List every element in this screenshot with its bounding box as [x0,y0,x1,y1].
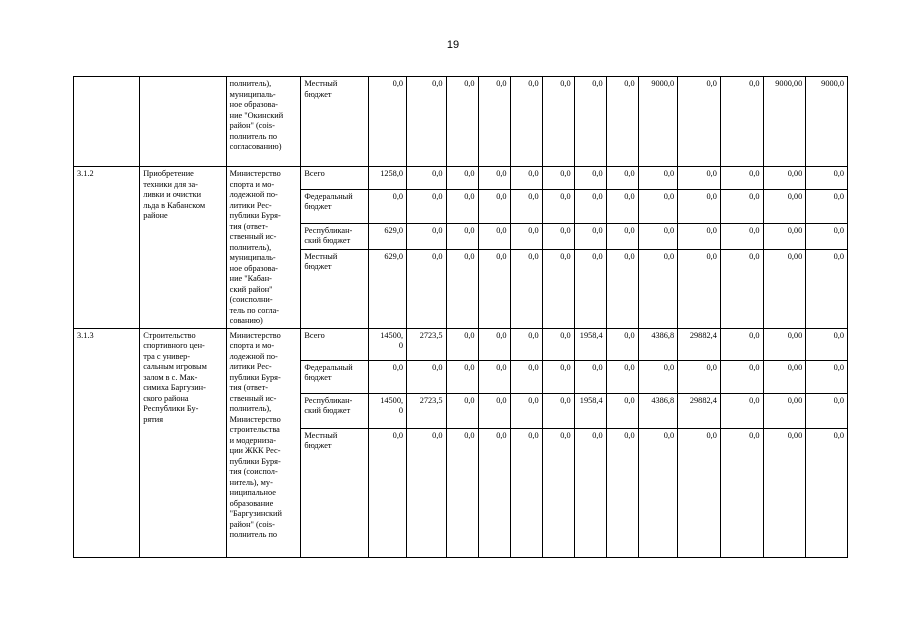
row-name [140,77,226,167]
value-cell: 0,0 [407,167,447,190]
value-cell: 1958,4 [574,328,606,360]
funding-source: Всего [301,167,368,190]
value-cell: 0,0 [678,77,721,167]
value-cell: 29882,4 [678,328,721,360]
page-number: 19 [446,39,460,51]
value-cell: 0,0 [510,189,542,223]
value-cell: 14500, 0 [368,393,406,428]
value-cell: 0,0 [638,249,678,328]
value-cell: 0,0 [478,223,510,249]
value-cell: 0,0 [606,223,638,249]
value-cell: 0,0 [542,360,574,393]
row-name: Строительство спортивного цен- тра с универ- сальным игровым залом в с. Мак- симиха Баргузин- ского района Республики Бу- рятия [140,328,226,557]
value-cell: 0,0 [446,393,478,428]
value-cell: 0,0 [606,189,638,223]
value-cell: 0,0 [542,77,574,167]
value-cell: 0,0 [478,249,510,328]
value-cell: 0,0 [574,360,606,393]
row-executor: полнитель), муниципаль- ное образова- ние "Окинский район" (сois- полнитель по согласованию) [226,77,301,167]
value-cell: 0,0 [678,249,721,328]
value-cell: 0,0 [368,189,406,223]
value-cell: 0,0 [510,360,542,393]
value-cell: 0,0 [806,428,848,557]
funding-source: Местный бюджет [301,77,368,167]
value-cell: 0,00 [763,428,806,557]
value-cell: 0,0 [806,360,848,393]
value-cell: 0,0 [478,189,510,223]
value-cell: 0,0 [368,428,406,557]
funding-source: Местный бюджет [301,249,368,328]
table-row [74,167,848,190]
value-cell: 0,0 [606,77,638,167]
value-cell: 0,0 [574,189,606,223]
row-executor: Министерство спорта и мо- лодежной по- литики Рес- публики Буря- тия (ответ- ственный ис- полнитель), Министерство строительства и модерниза- ции ЖКК Рес- публики Буря- тия (соиспол- нитель), му- ниципальное образование "Баргузинский район" (сois- полнитель по [226,328,301,557]
budget-table [73,76,848,558]
value-cell: 0,0 [478,328,510,360]
value-cell: 0,0 [806,393,848,428]
value-cell: 0,0 [574,428,606,557]
value-cell: 0,0 [407,223,447,249]
value-cell: 2723,5 [407,393,447,428]
table-row [74,328,848,360]
value-cell: 0,0 [720,189,763,223]
row-code: 3.1.3 [74,328,140,557]
funding-source: Всего [301,328,368,360]
value-cell: 0,0 [720,393,763,428]
value-cell: 0,0 [368,77,406,167]
value-cell: 0,0 [678,223,721,249]
value-cell: 0,0 [806,189,848,223]
value-cell: 0,0 [678,167,721,190]
value-cell: 0,0 [446,189,478,223]
funding-source: Республикан- ский бюджет [301,393,368,428]
value-cell: 29882,4 [678,393,721,428]
value-cell: 0,0 [574,249,606,328]
value-cell: 0,0 [574,167,606,190]
value-cell: 629,0 [368,249,406,328]
value-cell: 14500, 0 [368,328,406,360]
value-cell: 0,0 [806,328,848,360]
value-cell: 0,0 [542,189,574,223]
value-cell: 0,00 [763,167,806,190]
value-cell: 0,0 [542,223,574,249]
value-cell: 0,0 [574,223,606,249]
value-cell: 0,0 [407,189,447,223]
value-cell: 629,0 [368,223,406,249]
value-cell: 0,0 [606,428,638,557]
value-cell: 0,0 [678,428,721,557]
value-cell: 0,0 [678,189,721,223]
row-name: Приобретение техники для за- ливки и очистки льда в Кабанском районе [140,167,226,329]
row-executor: Министерство спорта и мо- лодежной по- литики Рес- публики Буря- тия (ответ- ственный ис- полнитель), муниципаль- ное образова- ние "Кабан- ский район" (соисполни- тель по согла- сованию) [226,167,301,329]
value-cell: 0,0 [510,428,542,557]
value-cell: 0,0 [478,428,510,557]
row-code [74,77,140,167]
value-cell: 0,0 [638,428,678,557]
value-cell: 0,00 [763,223,806,249]
value-cell: 0,0 [638,223,678,249]
value-cell: 0,0 [720,249,763,328]
value-cell: 0,0 [806,223,848,249]
value-cell: 0,0 [510,223,542,249]
table-row [74,77,848,167]
value-cell: 0,00 [763,189,806,223]
value-cell: 9000,00 [763,77,806,167]
value-cell: 0,00 [763,328,806,360]
value-cell: 0,0 [606,328,638,360]
value-cell: 0,0 [574,77,606,167]
value-cell: 0,0 [638,167,678,190]
value-cell: 0,0 [806,167,848,190]
funding-source: Федеральный бюджет [301,360,368,393]
value-cell: 0,0 [678,360,721,393]
value-cell: 0,0 [806,249,848,328]
value-cell: 0,0 [638,360,678,393]
funding-source: Местный бюджет [301,428,368,557]
value-cell: 0,0 [720,328,763,360]
value-cell: 1958,4 [574,393,606,428]
value-cell: 0,0 [720,167,763,190]
value-cell: 0,0 [638,189,678,223]
value-cell: 0,0 [446,223,478,249]
value-cell: 0,0 [720,77,763,167]
value-cell: 0,0 [510,77,542,167]
value-cell: 0,0 [446,360,478,393]
value-cell: 0,0 [446,249,478,328]
value-cell: 0,0 [542,393,574,428]
value-cell: 0,0 [510,249,542,328]
value-cell: 0,0 [606,360,638,393]
value-cell: 9000,0 [806,77,848,167]
funding-source: Республикан- ский бюджет [301,223,368,249]
value-cell: 0,0 [446,77,478,167]
row-code: 3.1.2 [74,167,140,329]
value-cell: 0,0 [478,77,510,167]
value-cell: 0,0 [510,393,542,428]
value-cell: 0,0 [407,360,447,393]
value-cell: 1258,0 [368,167,406,190]
value-cell: 0,0 [720,360,763,393]
value-cell: 0,0 [478,393,510,428]
value-cell: 0,0 [368,360,406,393]
value-cell: 0,0 [407,77,447,167]
value-cell: 4386,8 [638,393,678,428]
value-cell: 0,0 [446,428,478,557]
value-cell: 0,0 [720,428,763,557]
value-cell: 0,0 [542,328,574,360]
value-cell: 0,00 [763,360,806,393]
value-cell: 0,0 [606,249,638,328]
value-cell: 0,0 [407,428,447,557]
value-cell: 0,0 [446,167,478,190]
value-cell: 4386,8 [638,328,678,360]
value-cell: 0,0 [542,428,574,557]
value-cell: 0,0 [720,223,763,249]
value-cell: 0,0 [542,249,574,328]
value-cell: 0,0 [446,328,478,360]
value-cell: 0,0 [606,393,638,428]
value-cell: 0,0 [510,167,542,190]
value-cell: 0,0 [510,328,542,360]
value-cell: 0,0 [542,167,574,190]
value-cell: 0,0 [407,249,447,328]
funding-source: Федеральный бюджет [301,189,368,223]
value-cell: 2723,5 [407,328,447,360]
value-cell: 0,0 [478,167,510,190]
value-cell: 9000,0 [638,77,678,167]
value-cell: 0,0 [478,360,510,393]
value-cell: 0,00 [763,249,806,328]
value-cell: 0,0 [606,167,638,190]
value-cell: 0,00 [763,393,806,428]
